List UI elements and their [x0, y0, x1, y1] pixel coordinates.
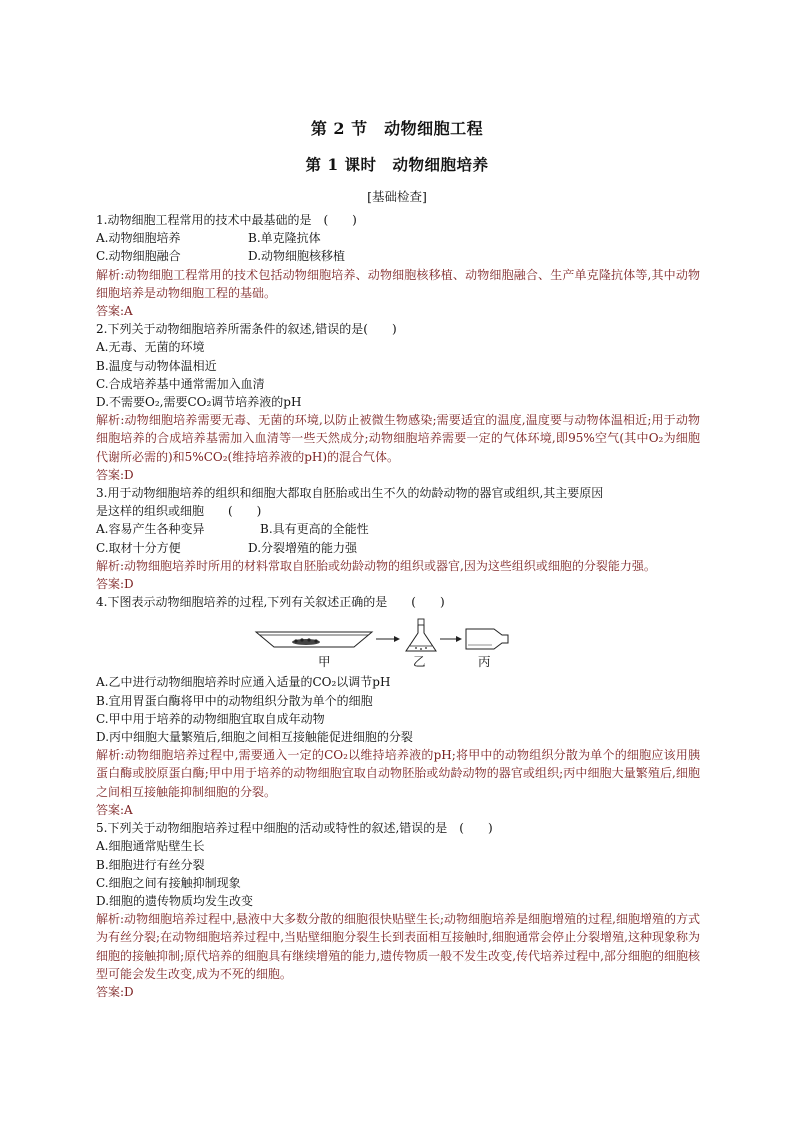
- question-stem: 3.用于动物细胞培养的组织和细胞大都取自胚胎或出生不久的幼龄动物的器官或组织,其主要原因: [96, 486, 604, 501]
- option-c: C.甲中用于培养的动物细胞宜取自成年动物: [96, 711, 325, 726]
- option-c: C.细胞之间有接触抑制现象: [96, 875, 241, 890]
- option-b: B.温度与动物体温相近: [96, 358, 217, 373]
- arrow-icon: [376, 636, 400, 642]
- option-a: A.无毒、无菌的环境: [96, 340, 205, 355]
- option-d: D.分裂增殖的能力强: [248, 540, 358, 555]
- question-4: [96, 593, 700, 819]
- part-label: [基础检查]: [367, 189, 427, 204]
- question-list: [96, 211, 700, 1001]
- answer: 答案:A: [96, 304, 133, 319]
- question-stem-cont: 是这样的组织或细胞 ( ): [96, 504, 262, 519]
- section-title: 第 2 节 动物细胞工程: [310, 119, 484, 138]
- culture-bottle-icon: [466, 629, 508, 649]
- lesson-title: 第 1 课时 动物细胞培养: [305, 155, 489, 174]
- question-2: [96, 320, 700, 484]
- petri-dish-icon: [256, 632, 372, 647]
- question-5: [96, 819, 700, 1001]
- figure-label-bing: 丙: [478, 654, 491, 670]
- question-3: [96, 484, 700, 593]
- question-stem: 5.下列关于动物细胞培养过程中细胞的活动或特性的叙述,错误的是 ( ): [96, 821, 493, 836]
- arrow-icon: [440, 636, 462, 642]
- question-stem: 2.下列关于动物细胞培养所需条件的叙述,错误的是( ): [96, 322, 397, 337]
- option-c: C.取材十分方便: [96, 540, 181, 555]
- explanation: 解析:动物细胞培养过程中,需要通入一定的CO₂以维持培养液的pH;将甲中的动物组织分散为单个的细胞应该用胰蛋白酶或胶原蛋白酶;甲中用于培养的动物细胞宜取自动物胚胎或幼龄动物的器官或组织;丙中细胞大量繁殖后,细胞之间相互接触能抑制细胞的分裂。: [96, 748, 700, 799]
- option-d: D.丙中细胞大量繁殖后,细胞之间相互接触能促进细胞的分裂: [96, 730, 413, 745]
- explanation: 解析:动物细胞培养过程中,悬液中大多数分散的细胞很快贴壁生长;动物细胞培养是细胞增殖的过程,细胞增殖的方式为有丝分裂;在动物细胞培养过程中,当贴壁细胞分裂生长到表面相互接触时,细胞通常会停止分裂增殖,这种现象称为细胞的接触抑制;原代培养的细胞具有继续增殖的能力,遗传物质一般不发生改变,传代培养过程中,部分细胞的细胞核型可能会发生改变,成为不死的细胞。: [96, 912, 700, 981]
- culture-process-diagram: [254, 617, 514, 657]
- option-b: B.宜用胃蛋白酶将甲中的动物组织分散为单个的细胞: [96, 693, 373, 708]
- option-a: A.容易产生各种变异: [96, 522, 205, 537]
- option-b: B.细胞进行有丝分裂: [96, 857, 205, 872]
- option-row: [96, 539, 700, 557]
- explanation: 解析:动物细胞培养需要无毒、无菌的环境,以防止被微生物感染;需要适宜的温度,温度要与动物体温相近;用于动物细胞培养的合成培养基需加入血清等一些天然成分;动物细胞培养需要一定的气体环境,即95%空气(其中O₂为细胞代谢所必需的)和5%CO₂(维持培养液的pH)的混合气体。: [96, 413, 700, 464]
- figure-label-jia: 甲: [318, 654, 331, 670]
- option-d: D.细胞的遗传物质均发生改变: [96, 893, 254, 908]
- option-b: B.具有更高的全能性: [260, 522, 369, 537]
- option-a: A.动物细胞培养: [96, 231, 181, 246]
- option-c: C.动物细胞融合: [96, 249, 181, 264]
- question-stem: 1.动物细胞工程常用的技术中最基础的是 ( ): [96, 213, 357, 227]
- option-a: A.乙中进行动物细胞培养时应通入适量的CO₂以调节pH: [96, 675, 391, 690]
- cell-culture-figure: [96, 617, 700, 669]
- option-b: B.单克隆抗体: [248, 231, 321, 246]
- flask-icon: [406, 619, 436, 651]
- option-row: [96, 247, 700, 265]
- figure-label-yi: 乙: [413, 654, 426, 670]
- option-d: D.不需要O₂,需要CO₂调节培养液的pH: [96, 395, 302, 410]
- option-a: A.细胞通常贴壁生长: [96, 839, 205, 854]
- option-row: [96, 229, 700, 247]
- question-1: [96, 211, 700, 320]
- answer: 答案:D: [96, 577, 134, 592]
- option-row: [96, 520, 700, 538]
- option-c: C.合成培养基中通常需加入血清: [96, 376, 265, 391]
- answer: 答案:D: [96, 467, 134, 482]
- explanation: 解析:动物细胞工程常用的技术包括动物细胞培养、动物细胞核移植、动物细胞融合、生产单克隆抗体等,其中动物细胞培养是动物细胞工程的基础。: [96, 267, 700, 300]
- question-stem: 4.下图表示动物细胞培养的过程,下列有关叙述正确的是 ( ): [96, 595, 445, 610]
- explanation: 解析:动物细胞培养时所用的材料常取自胚胎或幼龄动物的组织或器官,因为这些组织或细胞的分裂能力强。: [96, 558, 656, 573]
- option-d: D.动物细胞核移植: [248, 249, 346, 264]
- answer: 答案:A: [96, 802, 133, 817]
- answer: 答案:D: [96, 984, 134, 999]
